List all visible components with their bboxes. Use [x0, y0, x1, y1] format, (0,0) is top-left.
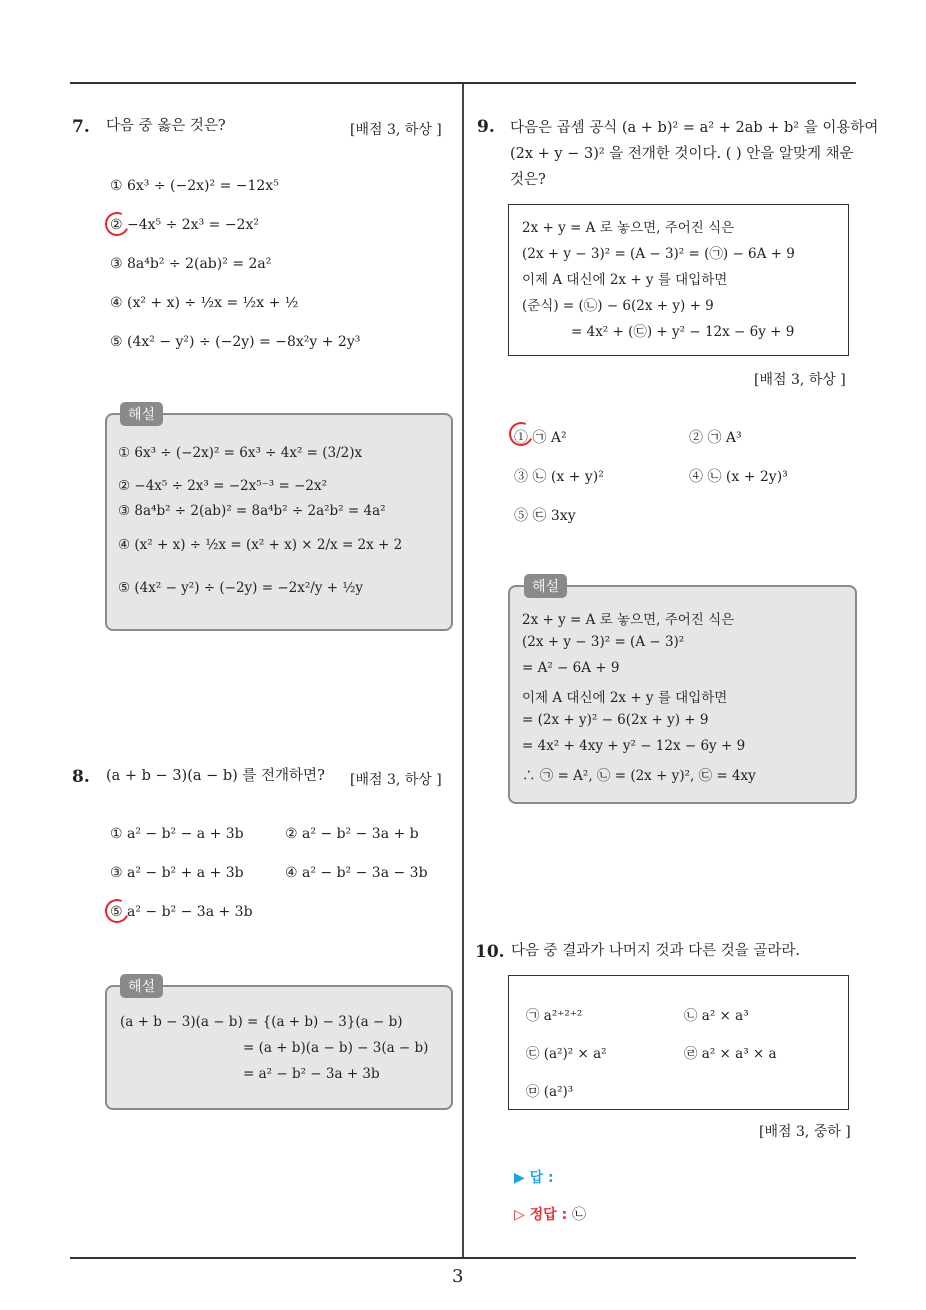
q8-option-2[interactable]: ② a² − b² − 3a + b: [285, 826, 419, 842]
q9-box-line: (2x + y − 3)² = (A − 3)² = (㉠) − 6A + 9: [522, 246, 795, 262]
q8-option-5[interactable]: ⑤ a² − b² − 3a + 3b: [110, 904, 253, 920]
bottom-rule: [70, 1257, 856, 1259]
q9-option-2[interactable]: ② ㉠ A³: [689, 430, 742, 446]
q10-score: [배점 3, 중하 ]: [759, 1124, 851, 1140]
q9-number: 9.: [477, 117, 495, 137]
q7-option-1[interactable]: ① 6x³ ÷ (−2x)² = −12x⁵: [110, 178, 279, 194]
column-divider: [462, 84, 464, 1258]
q9-box-line: (준식) = (㉡) − 6(2x + y) + 9: [522, 298, 714, 314]
q10-choice: ㉤ (a²)³: [526, 1084, 574, 1100]
q8-explanation-tab: 해설: [120, 974, 163, 998]
q9-score: [배점 3, 하상 ]: [754, 372, 846, 388]
q10-text: 다음 중 결과가 나머지 것과 다른 것을 골라라.: [511, 943, 800, 959]
q8-explanation-line: (a + b − 3)(a − b) = {(a + b) − 3}(a − b): [120, 1014, 403, 1030]
q10-choice: ㉡ a² × a³: [684, 1008, 749, 1024]
q7-option-2[interactable]: ② −4x⁵ ÷ 2x³ = −2x²: [110, 217, 259, 233]
q8-number: 8.: [72, 767, 90, 787]
q10-choice: ㉣ a² × a³ × a: [684, 1046, 777, 1062]
q9-option-5[interactable]: ⑤ ㉢ 3xy: [514, 508, 576, 524]
q9-explanation-line: 이제 A 대신에 2x + y 를 대입하면: [522, 690, 728, 706]
q9-explanation-line: 2x + y = A 로 놓으면, 주어진 식은: [522, 612, 735, 628]
q8-option-3[interactable]: ③ a² − b² + a + 3b: [110, 865, 244, 881]
q10-number: 10.: [475, 942, 505, 962]
q9-explanation-line: ∴ ㉠ = A², ㉡ = (2x + y)², ㉢ = 4xy: [522, 768, 756, 784]
q7-option-3[interactable]: ③ 8a⁴b² ÷ 2(ab)² = 2a²: [110, 256, 272, 272]
q8-text: (a + b − 3)(a − b) 를 전개하면?: [106, 768, 325, 784]
q9-box-line: 2x + y = A 로 놓으면, 주어진 식은: [522, 220, 735, 236]
q8-score: [배점 3, 하상 ]: [350, 772, 442, 788]
q7-explanation-line: ② −4x⁵ ÷ 2x³ = −2x⁵⁻³ = −2x²: [118, 478, 328, 494]
q9-box-line: = 4x² + (㉢) + y² − 12x − 6y + 9: [571, 324, 795, 340]
q7-text: 다음 중 옳은 것은?: [106, 118, 226, 134]
q9-box-line: 이제 A 대신에 2x + y 를 대입하면: [522, 272, 728, 288]
q8-explanation-line: = (a + b)(a − b) − 3(a − b): [243, 1040, 429, 1056]
correct-answer-prefix: ▷ 정답 :: [514, 1207, 568, 1223]
q7-explanation-tab: 해설: [120, 402, 163, 426]
q7-explanation-line: ④ (x² + x) ÷ ½x = (x² + x) × 2/x = 2x + 2: [118, 537, 403, 553]
page-number: 3: [452, 1266, 464, 1287]
q9-explanation-line: = A² − 6A + 9: [522, 660, 620, 676]
q9-explanation-line: (2x + y − 3)² = (A − 3)²: [522, 634, 685, 650]
q9-option-4[interactable]: ④ ㉡ (x + 2y)³: [689, 469, 788, 485]
q9-option-1[interactable]: ① ㉠ A²: [514, 430, 567, 446]
q9-explanation-tab: 해설: [524, 574, 567, 598]
answer-label: ▶ 답 :: [514, 1170, 554, 1186]
q8-option-1[interactable]: ① a² − b² − a + 3b: [110, 826, 244, 842]
q9-option-3[interactable]: ③ ㉡ (x + y)²: [514, 469, 604, 485]
correct-answer-label: [514, 1204, 586, 1224]
q7-option-4[interactable]: ④ (x² + x) ÷ ½x = ½x + ½: [110, 295, 299, 311]
q9-explanation-line: = (2x + y)² − 6(2x + y) + 9: [522, 712, 709, 728]
q9-text-line: 것은?: [510, 172, 546, 188]
q7-option-5[interactable]: ⑤ (4x² − y²) ÷ (−2y) = −8x²y + 2y³: [110, 334, 361, 350]
q8-option-4[interactable]: ④ a² − b² − 3a − 3b: [285, 865, 428, 881]
q9-text-line: 다음은 곱셈 공식 (a + b)² = a² + 2ab + b² 을 이용하여: [510, 120, 879, 136]
q9-explanation-line: = 4x² + 4xy + y² − 12x − 6y + 9: [522, 738, 746, 754]
q8-explanation-line: = a² − b² − 3a + 3b: [243, 1066, 380, 1082]
q7-explanation-line: ① 6x³ ÷ (−2x)² = 6x³ ÷ 4x² = (3/2)x: [118, 445, 363, 461]
q7-number: 7.: [72, 117, 90, 137]
q9-text-line: (2x + y − 3)² 을 전개한 것이다. ( ) 안을 알맞게 채운: [510, 146, 854, 162]
q10-choice: ㉠ a²⁺²⁺²: [526, 1008, 583, 1024]
q7-explanation-line: ③ 8a⁴b² ÷ 2(ab)² = 8a⁴b² ÷ 2a²b² = 4a²: [118, 503, 386, 519]
q7-score: [배점 3, 하상 ]: [350, 122, 442, 138]
q10-choice: ㉢ (a²)² × a²: [526, 1046, 607, 1062]
q7-explanation-line: ⑤ (4x² − y²) ÷ (−2y) = −2x²/y + ½y: [118, 580, 364, 596]
correct-answer-value: ㉡: [572, 1207, 587, 1223]
